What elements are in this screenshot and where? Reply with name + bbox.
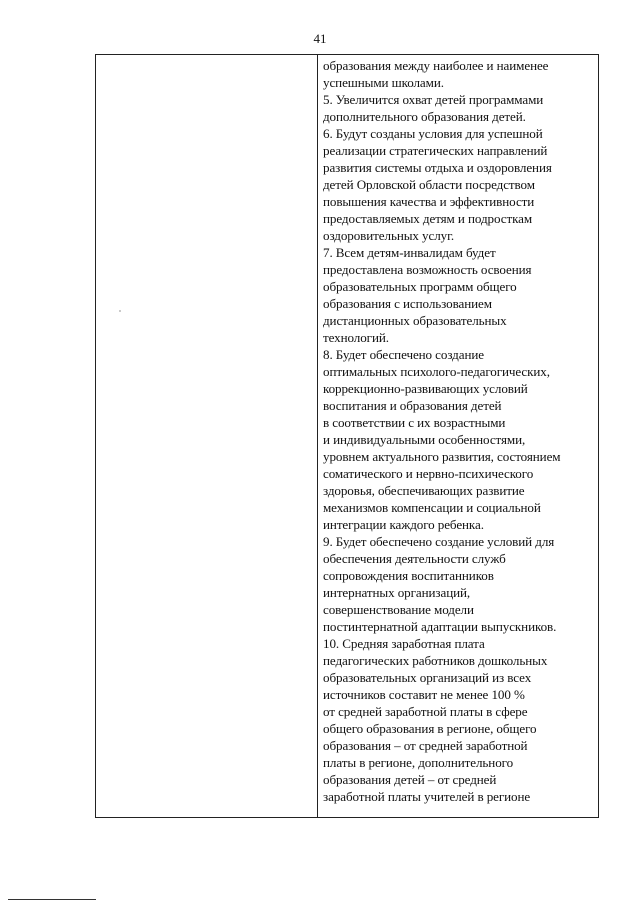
text-line: оздоровительных услуг. <box>323 228 455 243</box>
text-line: 5. Увеличится охват детей программами <box>323 92 544 107</box>
scan-speck <box>119 310 121 312</box>
text-line: предоставляемых детям и подросткам <box>323 211 533 226</box>
text-line: образовательных организаций из всех <box>323 670 532 685</box>
text-line: механизмов компенсации и социальной <box>323 500 541 515</box>
text-line: образовательных программ общего <box>323 279 517 294</box>
text-line: оптимальных психолого-педагогических, <box>323 364 550 379</box>
right-column-cell <box>323 57 600 805</box>
column-divider <box>317 55 318 817</box>
text-line: повышения качества и эффективности <box>323 194 535 209</box>
text-line: успешными школами. <box>323 75 444 90</box>
text-line: 9. Будет обеспечено создание условий для <box>323 534 555 549</box>
text-line: от средней заработной платы в сфере <box>323 704 528 719</box>
text-line: 6. Будут созданы условия для успешной <box>323 126 543 141</box>
text-line: в соответствии с их возрастными <box>323 415 506 430</box>
text-line: 8. Будет обеспечено создание <box>323 347 484 362</box>
text-line: детей Орловской области посредством <box>323 177 535 192</box>
text-line: уровнем актуального развития, состоянием <box>323 449 561 464</box>
text-line: 7. Всем детям-инвалидам будет <box>323 245 496 260</box>
text-line: интернатных организаций, <box>323 585 471 600</box>
text-line: и индивидуальными особенностями, <box>323 432 526 447</box>
text-line: постинтернатной адаптации выпускников. <box>323 619 557 634</box>
text-line: соматического и нервно-психического <box>323 466 534 481</box>
text-line: платы в регионе, дополнительного <box>323 755 514 770</box>
text-line: образования – от средней заработной <box>323 738 528 753</box>
text-line: дополнительного образования детей. <box>323 109 526 124</box>
text-line: здоровья, обеспечивающих развитие <box>323 483 525 498</box>
document-table <box>95 54 599 818</box>
page-number: 41 <box>313 31 327 46</box>
text-line: дистанционных образовательных <box>323 313 507 328</box>
text-line: педагогических работников дошкольных <box>323 653 548 668</box>
text-line: образования между наиболее и наименее <box>323 58 549 73</box>
text-line: источников составит не менее 100 % <box>323 687 525 702</box>
text-line: сопровождения воспитанников <box>323 568 494 583</box>
text-line: образования с использованием <box>323 296 492 311</box>
footnote-rule <box>8 899 96 900</box>
text-line: общего образования в регионе, общего <box>323 721 537 736</box>
text-line: интеграции каждого ребенка. <box>323 517 484 532</box>
text-line: предоставлена возможность освоения <box>323 262 532 277</box>
text-line: совершенствование модели <box>323 602 474 617</box>
text-line: развития системы отдыха и оздоровления <box>323 160 552 175</box>
text-line: 10. Средняя заработная плата <box>323 636 485 651</box>
text-line: воспитания и образования детей <box>323 398 502 413</box>
text-line: обеспечения деятельности служб <box>323 551 506 566</box>
text-line: заработной платы учителей в регионе <box>323 789 531 804</box>
text-line: технологий. <box>323 330 389 345</box>
text-line: коррекционно-развивающих условий <box>323 381 528 396</box>
text-line: образования детей – от средней <box>323 772 497 787</box>
text-line: реализации стратегических направлений <box>323 143 548 158</box>
